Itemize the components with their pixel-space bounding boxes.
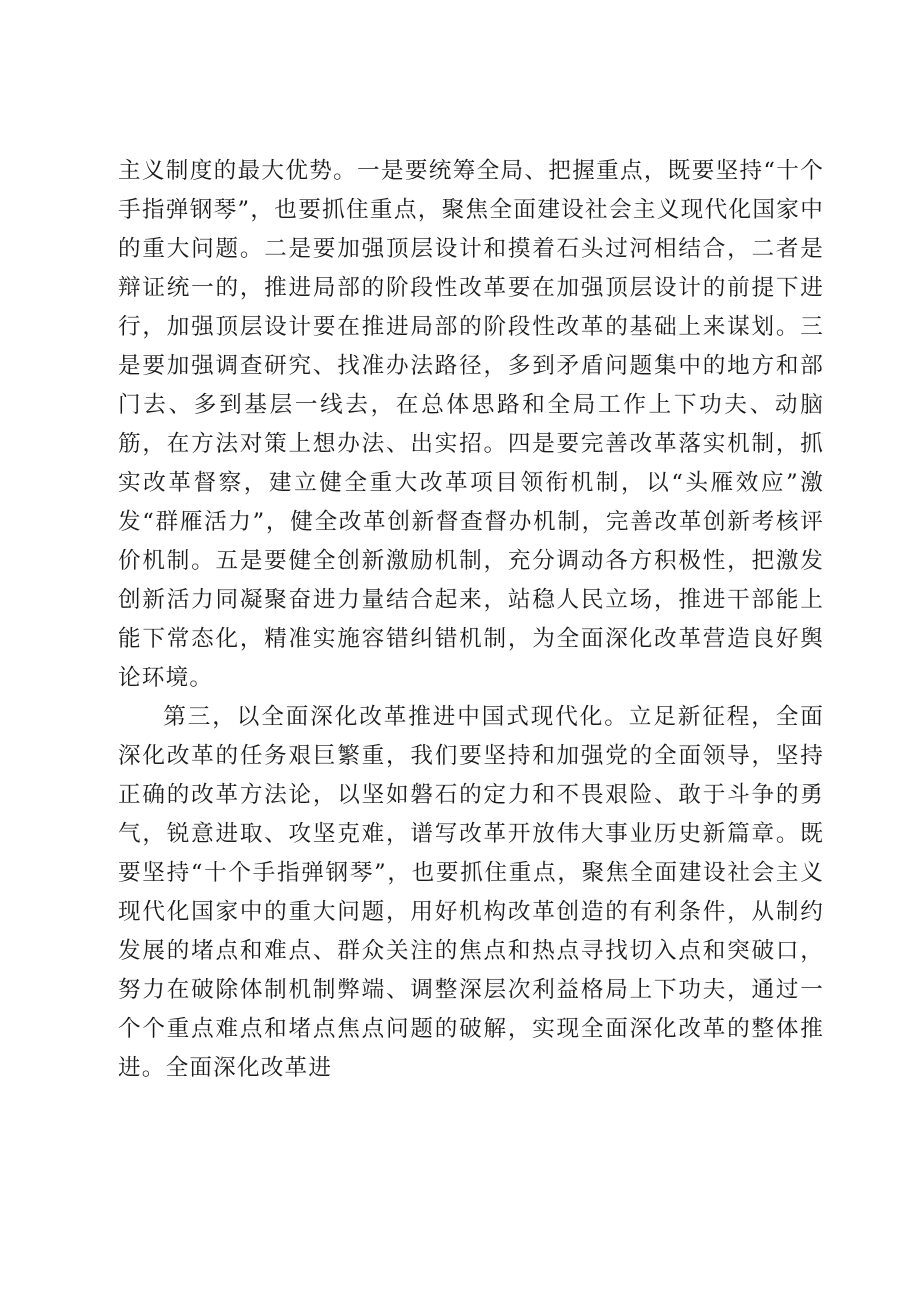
- body-text: [118, 152, 824, 1088]
- paragraph-1: 主义制度的最大优势。一是要统筹全局、把握重点，既要坚持“十个手指弹钢琴”，也要抓住重点，聚焦全面建设社会主义现代化国家中的重大问题。二是要加强顶层设计和摸着石头过河相结合，二者是辩证统一的，推进局部的阶段性改革要在加强顶层设计的前提下进行，加强顶层设计要在推进局部的阶段性改革的基础上来谋划。三是要加强调查研究、找准办法路径，多到矛盾问题集中的地方和部门去、多到基层一线去，在总体思路和全局工作上下功夫、动脑筋，在方法对策上想办法、出实招。四是要完善改革落实机制，抓实改革督察，建立健全重大改革项目领衔机制，以“头雁效应”激发“群雁活力”，健全改革创新督查督办机制，完善改革创新考核评价机制。五是要健全创新激励机制，充分调动各方积极性，把激发创新活力同凝聚奋进力量结合起来，站稳人民立场，推进干部能上能下常态化，精准实施容错纠错机制，为全面深化改革营造良好舆论环境。: [118, 158, 824, 691]
- paragraph-2: 第三，以全面深化改革推进中国式现代化。立足新征程，全面深化改革的任务艰巨繁重，我们要坚持和加强党的全面领导，坚持正确的改革方法论，以坚如磐石的定力和不畏艰险、敢于斗争的勇气，锐意进取、攻坚克难，谱写改革开放伟大事业历史新篇章。既要坚持“十个手指弹钢琴”，也要抓住重点，聚焦全面建设社会主义现代化国家中的重大问题，用好机构改革创造的有利条件，从制约发展的堵点和难点、群众关注的焦点和热点寻找切入点和突破口，努力在破除体制机制弊端、调整深层次利益格局上下功夫，通过一个个重点难点和堵点焦点问题的破解，实现全面深化改革的整体推进。全面深化改革进: [118, 704, 824, 1081]
